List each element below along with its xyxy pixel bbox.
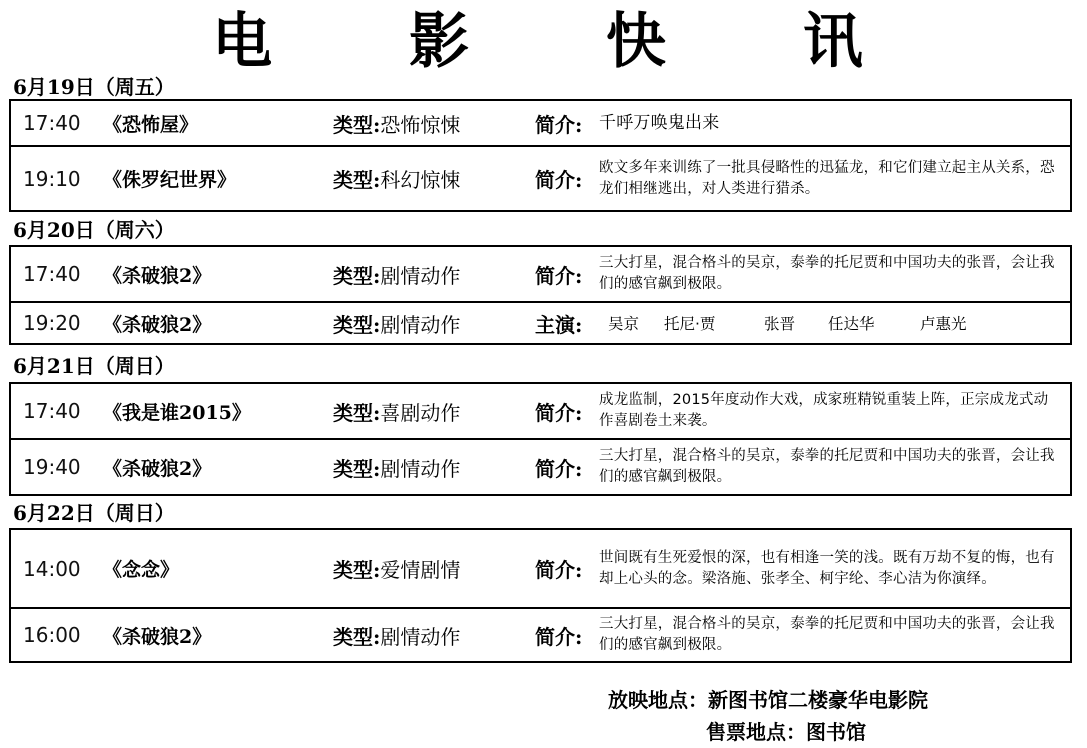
day-schedule-block (9, 245, 1072, 345)
genre (333, 609, 460, 661)
genre (333, 530, 460, 607)
genre-label: 类型: (333, 558, 381, 582)
movie-title: 《侏罗纪世界》 (103, 169, 237, 191)
ticket-info: 售票地点：图书馆 (706, 720, 866, 744)
genre-label: 类型: (333, 624, 381, 649)
showtime: 19:10 (23, 166, 81, 191)
intro-text: 三大打星，混合格斗的吴京，泰拳的托尼贾和中国功夫的张晋，会让我们的感官飙到极限。 (599, 616, 1055, 653)
intro-text: 世间既有生死爱恨的深，也有相逢一笑的浅。既有万劫不复的悔，也有却上心头的念。梁洛施、张孝全、柯宇纶、李心洁为你演绎。 (599, 549, 1055, 587)
genre-label: 类型: (333, 168, 381, 192)
genre-label: 类型: (333, 112, 381, 137)
schedule-row (11, 303, 1070, 343)
intro-label: 简介: (535, 400, 583, 425)
genre-value: 科幻惊悚 (380, 168, 461, 192)
genre-value: 爱情剧情 (380, 558, 461, 582)
schedule-row (11, 440, 1070, 494)
showtime: 19:40 (23, 455, 81, 479)
schedule-row (11, 147, 1070, 210)
intro-text: 三大打星，混合格斗的吴京，泰拳的托尼贾和中国功夫的张晋，会让我们的感官飙到极限。 (599, 448, 1055, 485)
cast-member: 任达华 (828, 315, 875, 333)
genre-value: 剧情动作 (380, 456, 461, 481)
movie-title: 《杀破狼2》 (103, 313, 212, 336)
schedule-row (11, 609, 1070, 661)
intro-label: 简介: (535, 624, 583, 649)
intro-label: 简介: (535, 263, 583, 288)
day-header: 6月21日（周日） (13, 354, 175, 378)
day-schedule-block (9, 99, 1072, 212)
cast-member: 卢惠光 (920, 315, 967, 333)
genre-value: 喜剧动作 (380, 400, 461, 425)
genre (333, 247, 460, 301)
showtime: 16:00 (23, 623, 81, 647)
genre-value: 恐怖惊悚 (380, 112, 461, 137)
showtime: 17:40 (23, 262, 81, 286)
intro-text: 欧文多年来训练了一批具侵略性的迅猛龙，和它们建立起主从关系，恐龙们相继逃出，对人类进行猎杀。 (599, 159, 1055, 197)
cast-label: 主演: (535, 312, 583, 337)
intro-text: 千呼万唤鬼出来 (599, 112, 720, 133)
genre (333, 101, 460, 145)
venue-info: 放映地点：新图书馆二楼豪华电影院 (608, 688, 928, 712)
intro-label: 简介: (535, 112, 583, 137)
cast-member: 托尼·贾 (664, 315, 716, 333)
genre-label: 类型: (333, 456, 381, 481)
cast-member: 张晋 (764, 315, 796, 333)
day-header: 6月22日（周日） (13, 501, 175, 525)
movie-title: 《杀破狼2》 (103, 457, 212, 480)
day-schedule-block (9, 528, 1072, 663)
genre-value: 剧情动作 (380, 312, 461, 337)
showtime: 17:40 (23, 111, 81, 135)
showtime: 17:40 (23, 399, 81, 423)
intro-label: 简介: (535, 168, 583, 192)
day-header: 6月19日（周五） (13, 75, 175, 99)
intro-text: 成龙监制，2015年度动作大戏，成家班精锐重装上阵，正宗成龙式动作喜剧卷土来袭。 (599, 392, 1049, 429)
genre (333, 440, 460, 494)
schedule-row (11, 101, 1070, 147)
cast-list (608, 303, 980, 343)
genre-label: 类型: (333, 263, 381, 288)
movie-title: 《杀破狼2》 (103, 264, 212, 287)
genre (333, 147, 460, 210)
page-title: 电 影 快 讯 (212, 7, 921, 77)
movie-title: 《恐怖屋》 (103, 113, 199, 136)
movie-title: 《念念》 (103, 559, 180, 581)
day-header: 6月20日（周六） (13, 218, 175, 242)
movie-title: 《我是谁2015》 (103, 401, 251, 424)
schedule-row (11, 530, 1070, 609)
movie-title: 《杀破狼2》 (103, 625, 212, 648)
genre (333, 303, 460, 343)
genre-label: 类型: (333, 312, 381, 337)
intro-label: 简介: (535, 456, 583, 481)
genre-value: 剧情动作 (380, 624, 461, 649)
intro-label: 简介: (535, 558, 583, 582)
schedule-row (11, 384, 1070, 440)
genre-value: 剧情动作 (380, 263, 461, 288)
intro-text: 三大打星，混合格斗的吴京，泰拳的托尼贾和中国功夫的张晋，会让我们的感官飙到极限。 (599, 255, 1055, 292)
day-schedule-block (9, 382, 1072, 496)
genre-label: 类型: (333, 400, 381, 425)
cast-member: 吴京 (608, 315, 640, 333)
showtime: 19:20 (23, 311, 81, 335)
schedule-row (11, 247, 1070, 303)
genre (333, 384, 460, 438)
showtime: 14:00 (23, 556, 81, 581)
